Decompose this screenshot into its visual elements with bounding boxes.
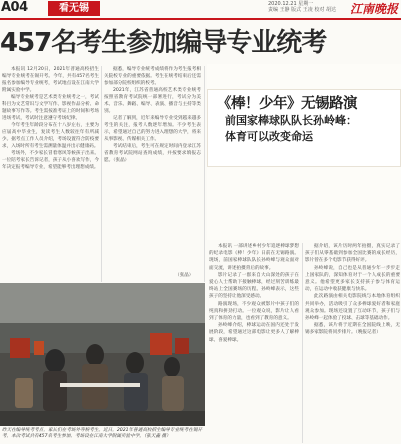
- feature-title-line-1: 《棒！少年》无锡路演: [217, 96, 357, 112]
- paragraph: 本报讯 12月20日，2021年普通高校招生编导专业统考在锡开考。今年，共有457名考生报名参加编导专业统考，考试地点设在江南大学附属实验中学。: [2, 67, 99, 93]
- news-photo: [0, 283, 205, 426]
- page-header: [0, 0, 401, 18]
- date-line: 2020.12.21 星期一: [268, 1, 314, 7]
- article-credit: （张晶）: [175, 273, 194, 278]
- paragraph: 影片记录了一群来自大山深处的孩子在爱心人士帮助下接触棒球，经过刻苦训练最终站上全国赛场的历程。孙岭峰表示，这些孩子的坚持让他深受感动。: [209, 272, 299, 300]
- paragraph: 路演现场，不少观众被影片中孩子们的纯真和拼劲打动。一位观众说，影片让人看到了体育的力量，也看到了教育的意义。: [209, 301, 299, 322]
- article-column-1: [2, 66, 99, 281]
- paragraph: 今年考生年龄段分布在十八岁左右，主要为应届高中毕业生，复读考生人数较往年有所减少。据考点工作人员介绍，考场设置符合防疫要求，入场时所有考生需测量体温并出示健康码。: [2, 123, 99, 149]
- paragraph: 此次路演由相关电影院线与本地体育组织共同举办，活动吸引了众多棒球爱好者和家庭观众参加。现场还设置了互动环节，孩子们与孙岭峰一起体验了投球、击球等基础动作。: [305, 294, 400, 322]
- feature-title-line-3: 体育可以改变命运: [225, 130, 313, 143]
- feature-title-line-2: 前国家棒球队队长孙岭峰：: [225, 114, 357, 127]
- paragraph: 孙岭峰说，自己也是从普通少年一步步走上国家队的，深知体育对于一个人成长的重要意义。他希望更多家长支持孩子参与体育运动，在运动中收获健康与快乐。: [305, 265, 400, 293]
- column-divider: [101, 66, 102, 282]
- photo-caption: 昨天在编导统考考点，家长们在考场外等候考生。近日，2021年普通高校招生编导专业统考在锡开考，本次考试共有457名考生参加，考场设在江南大学附属实验中学。（张天鑫 摄）: [2, 428, 203, 439]
- column-divider: [204, 66, 205, 282]
- paragraph: 考试结束后，考生可在规定时间内登录江苏省教育考试院网站查询成绩，并按要求填报志愿。（张晶）: [104, 144, 201, 163]
- paragraph: 据介绍，该片历时两年拍摄，真实记录了孩子们从零基础到参加全国比赛的成长经历，影片曾在多个电影节获得好评。: [305, 244, 400, 264]
- paragraph: 编导专业统考是艺术类专业统考之一，考试科目为文艺常识与文学写作、影视作品分析、命题故事写作等。考生需按准考证上的时间和考场进场考试，考试时注意遵守考场纪律。: [2, 95, 99, 121]
- paragraph: 考场外，不少家长冒着寒风等候孩子出来。一位陪考家长告诉记者，孩子从小喜欢写作，今年决定报考编导专业，希望能够考出理想成绩。: [2, 151, 99, 170]
- photo-illustration: [0, 283, 205, 426]
- article-column-2: [104, 66, 201, 281]
- paragraph: 据悉，该片将于近期在全国院线上映，无锡多家影院将同步排片。（晚报记者）: [305, 323, 400, 336]
- feature-story-box: [207, 64, 401, 240]
- main-headline: 457名考生参加编导专业统考: [0, 28, 327, 58]
- paragraph: 记者了解到，近年来编导专业受到越来越多考生的关注，报考人数逐年增加。不少考生表示，希望通过自己的努力进入理想的大学，将来从事影视、传媒相关工作。: [104, 116, 201, 142]
- paragraph: 2021年，江苏省普通高校艺术类专业统考按照省教育考试院统一部署进行，考试分为美术、音乐、舞蹈、编导、表演、播音与主持等类别。: [104, 88, 201, 114]
- header-meta: [268, 1, 350, 13]
- paragraph: 孙岭峰介绍，棒球运动在国内还处于发展阶段，希望通过这部电影让更多人了解棒球、喜爱棒球。: [209, 323, 299, 343]
- header-rule: [0, 18, 401, 20]
- feature-column-2: [305, 243, 400, 443]
- paragraph: 据悉，编导专业统考成绩将作为考生报考相关院校专业的重要依据。考生在统考结束后还需参加部分院校组织的校考。: [104, 67, 201, 86]
- column-divider: [302, 243, 303, 443]
- page-number: A04: [1, 0, 28, 15]
- paragraph: 本报讯 一部讲述乡村少年追逐棒球梦想的纪录电影《棒！少年》日前在无锡路演。现场，前国家棒球队队长孙岭峰与观众面对面交流，讲述拍摄背后的故事。: [209, 244, 299, 271]
- editor-line: 责编 王静 版式 王凌 校对 胡达: [268, 7, 336, 13]
- section-tag: 看无锡: [48, 1, 100, 16]
- feature-column-1: [209, 243, 299, 443]
- newspaper-logo: 江南晚报: [349, 2, 398, 16]
